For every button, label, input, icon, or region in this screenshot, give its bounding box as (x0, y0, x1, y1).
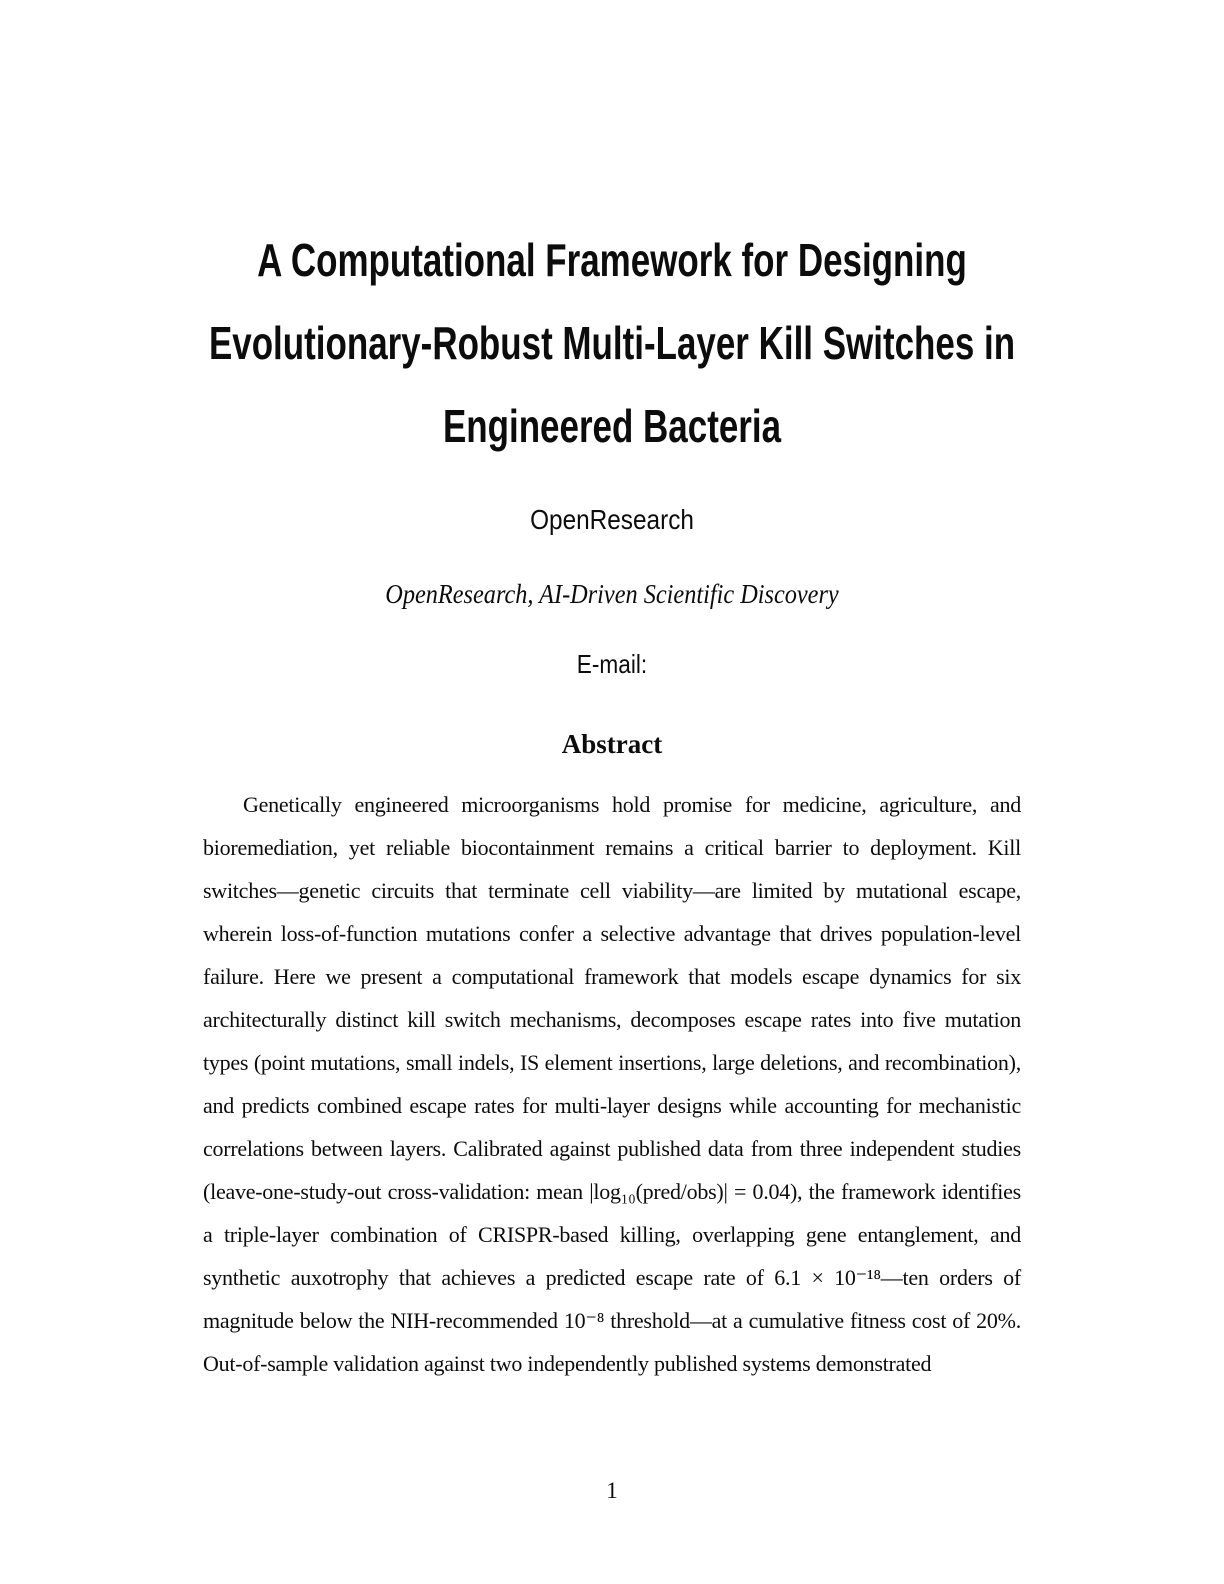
email-label: E-mail: (576, 649, 648, 679)
paper-title (0, 219, 1224, 468)
paper-title-line-3: Engineered Bacteria (442, 400, 782, 452)
abstract-paragraph: Genetically engineered microorganisms hold promise for medicine, agriculture, and bioremediation, yet reliable biocontainment remains a critical barrier to deployment. Kill switches—genetic circuits that terminate cell viability—are limited by mutational escape, wherein loss-of-function mutations confer a selective advantage that drives population-level failure. Here we present a computational framework that models escape dynamics for six architecturally distinct kill switch mechanisms, decomposes escape rates into five mutation types (point mutations, small indels, IS element insertions, large deletions, and recombination), and predicts combined escape rates for multi-layer designs while accounting for mechanistic correlations between layers. Calibrated against published data from three independent studies (leave-one-study-out cross-validation: mean |log₁₀(pred/obs)| = 0.04), the framework identifies a triple-layer combination of CRISPR-based killing, overlapping gene entanglement, and synthetic auxotrophy that achieves a predicted escape rate of 6.1 × 10⁻¹⁸—ten orders of magnitude below the NIH-recommended 10⁻⁸ threshold—at a cumulative fitness cost of 20%. Out-of-sample validation against two independently published systems demonstrated (203, 792, 1021, 1376)
abstract-heading: Abstract (561, 729, 663, 759)
paper-title-line-1: A Computational Framework for Designing (257, 234, 967, 286)
author-name: OpenResearch (530, 504, 694, 535)
paper-title-line-2: Evolutionary-Robust Multi-Layer Kill Switches in (208, 317, 1016, 369)
author-affiliation: OpenResearch, AI-Driven Scientific Discovery (385, 579, 839, 609)
page-number: 1 (606, 1478, 618, 1503)
